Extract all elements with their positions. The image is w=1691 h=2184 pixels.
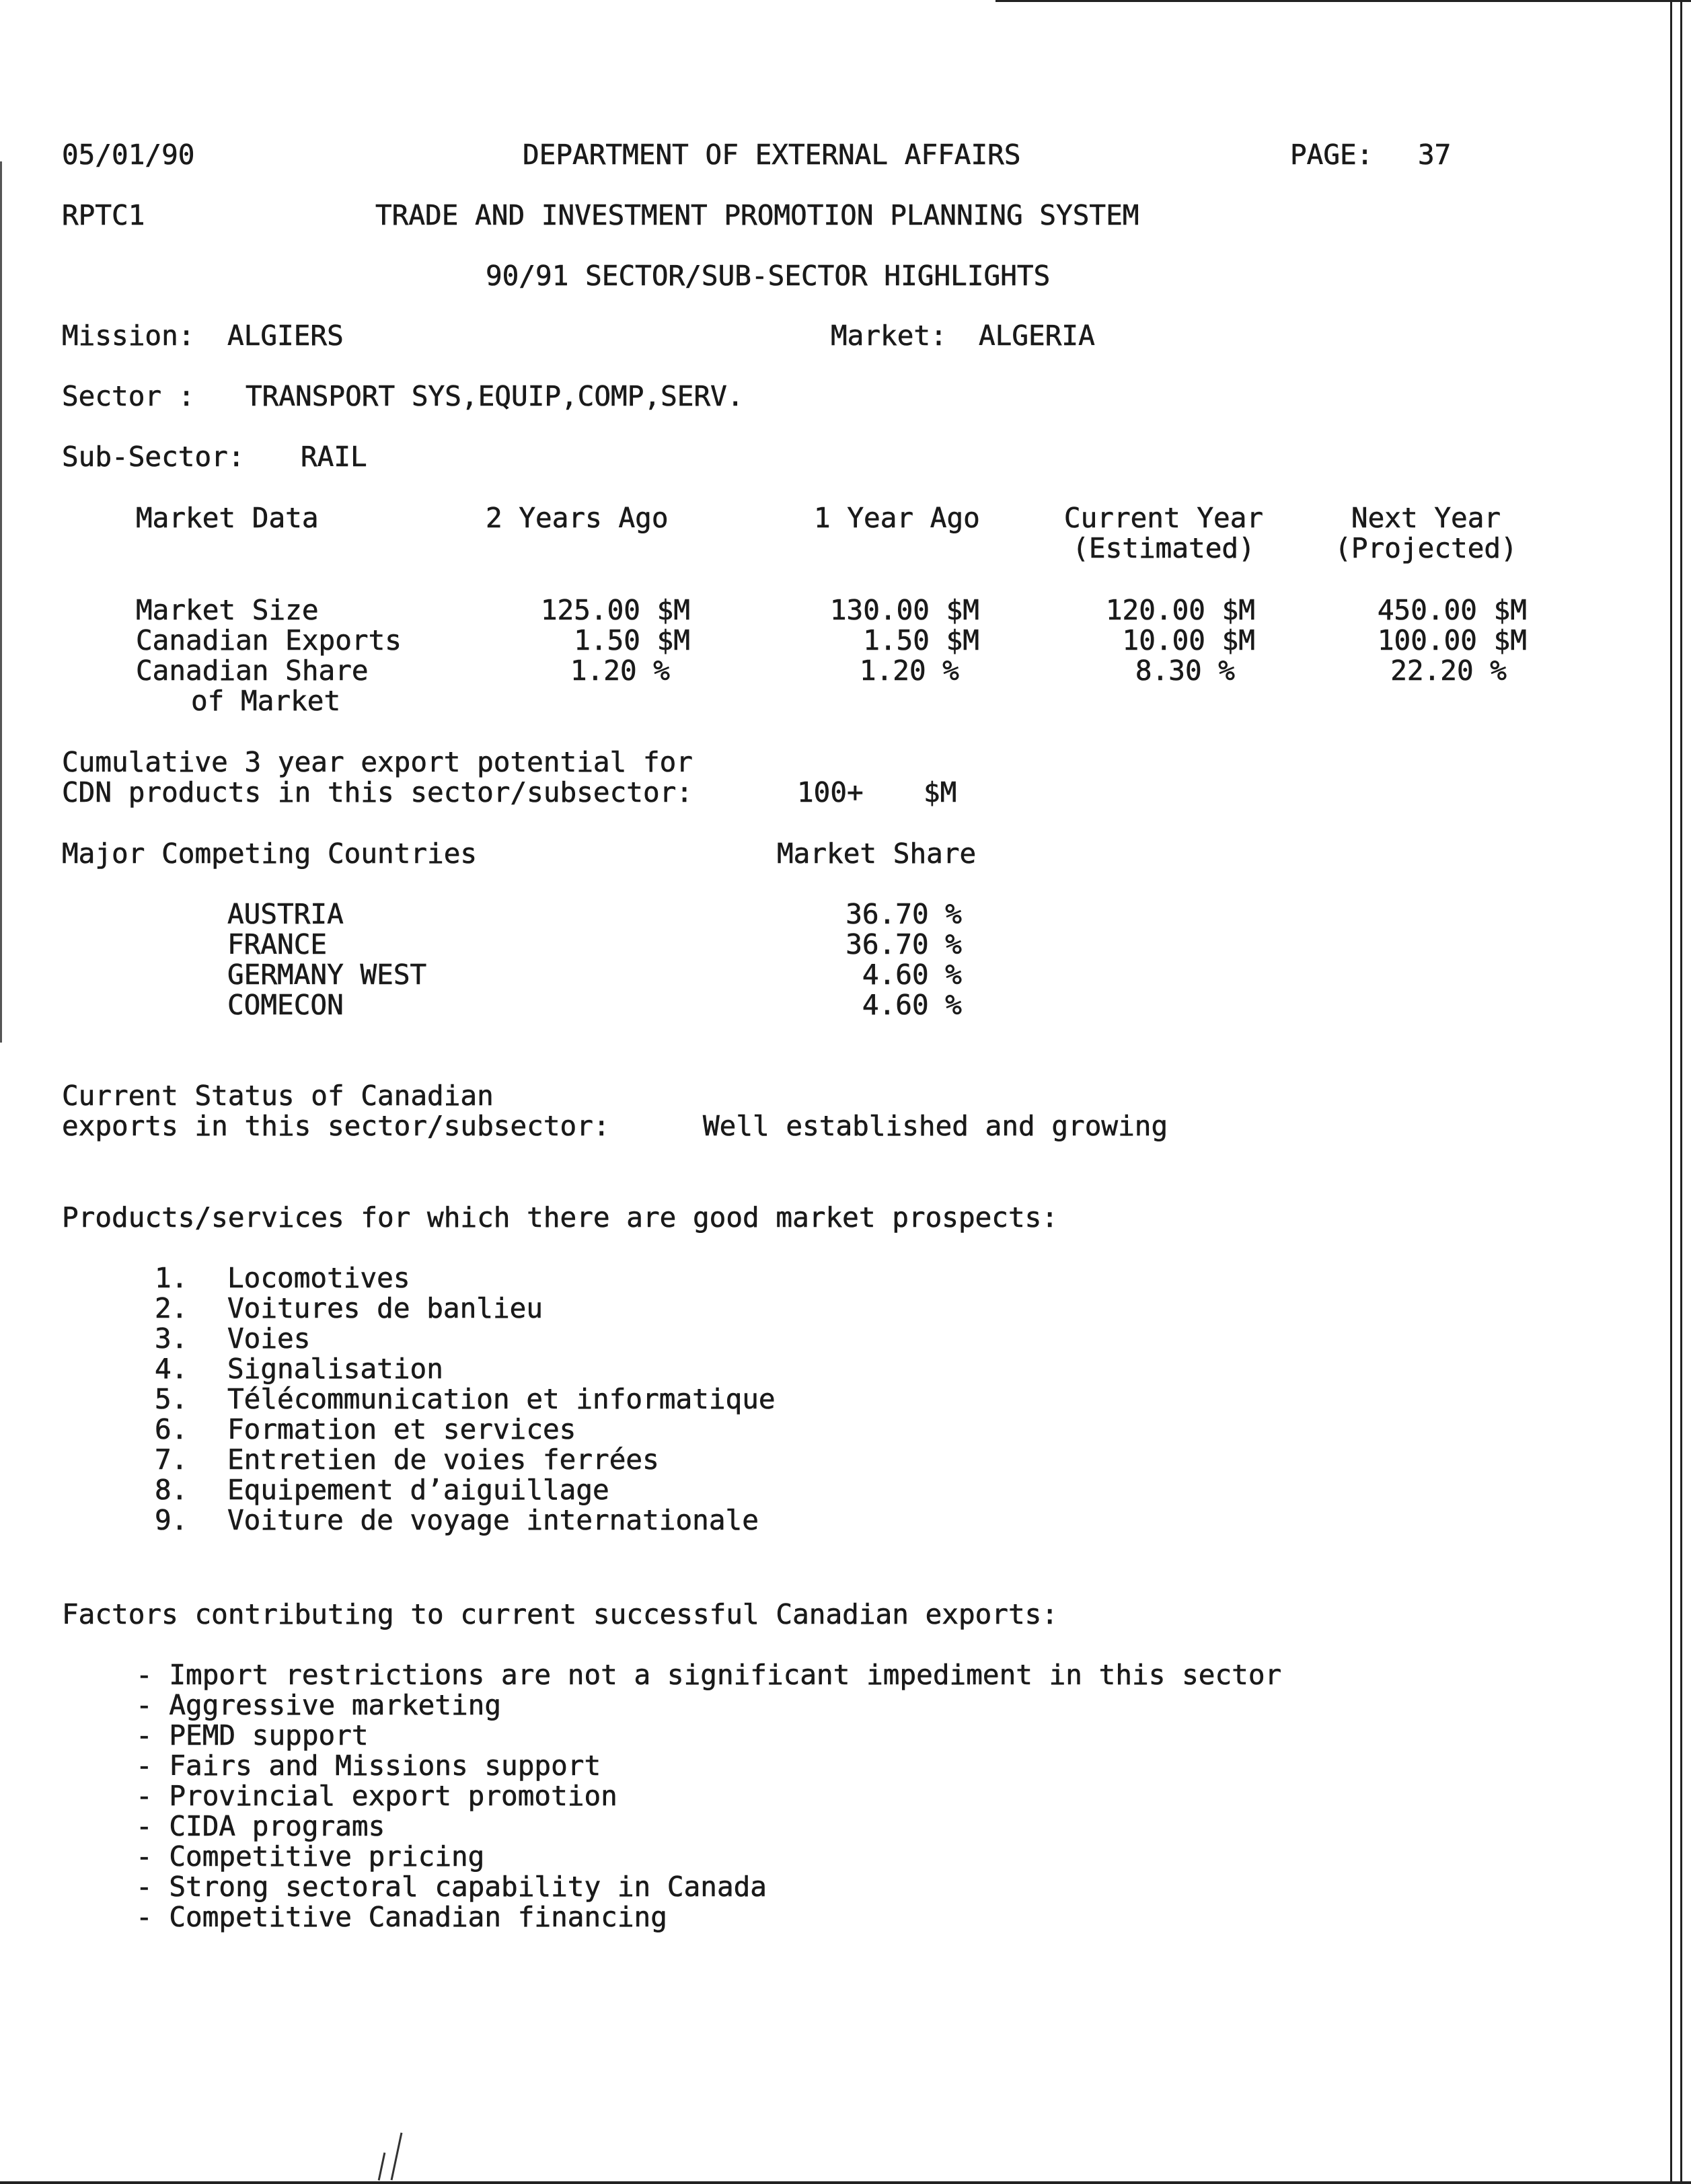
list-item-number: 1. xyxy=(155,1262,188,1294)
list-item-number: 9. xyxy=(155,1504,188,1536)
list-item-number: 6. xyxy=(155,1413,188,1445)
list-item: - Competitive Canadian financing xyxy=(136,1901,667,1933)
list-item: - Fairs and Missions support xyxy=(136,1749,601,1782)
system-title: TRADE AND INVESTMENT PROMOTION PLANNING SYSTEM xyxy=(375,199,1139,231)
list-item-number: 7. xyxy=(155,1443,188,1476)
subsector-value: RAIL xyxy=(301,441,367,473)
factors-heading: Factors contributing to current successful Canadian exports: xyxy=(62,1598,1059,1630)
list-item: Locomotives xyxy=(227,1262,410,1294)
list-item: Signalisation xyxy=(227,1353,443,1385)
table-cell: 22.20 % xyxy=(1390,654,1507,687)
column-header-market-data: Market Data xyxy=(136,502,319,534)
column-header-estimated: (Estimated) xyxy=(1072,532,1255,564)
market-label: Market: xyxy=(831,319,947,352)
table-cell: 130.00 $M xyxy=(829,594,979,626)
scan-edge-bottom xyxy=(0,2181,1691,2184)
mission-label: Mission: xyxy=(62,319,195,352)
row-label-market-size: Market Size xyxy=(136,594,319,626)
page-label: PAGE: xyxy=(1290,139,1374,171)
table-cell: 450.00 $M xyxy=(1377,594,1527,626)
scan-mark xyxy=(391,2132,403,2180)
list-item-number: 8. xyxy=(155,1474,188,1506)
list-item: - CIDA programs xyxy=(136,1810,385,1842)
potential-value: 100+ xyxy=(797,776,864,808)
column-header-2-years-ago: 2 Years Ago xyxy=(486,502,669,534)
table-cell: 8.30 % xyxy=(1135,654,1235,687)
department-title: DEPARTMENT OF EXTERNAL AFFAIRS xyxy=(523,139,1021,171)
column-header-1-year-ago: 1 Year Ago xyxy=(814,502,980,534)
report-title: 90/91 SECTOR/SUB-SECTOR HIGHLIGHTS xyxy=(486,260,1051,292)
competitor-country: GERMANY WEST xyxy=(227,958,427,991)
list-item-number: 5. xyxy=(155,1383,188,1415)
table-cell: 120.00 $M xyxy=(1105,594,1255,626)
competitor-share: 4.60 % xyxy=(862,958,962,991)
subsector-label: Sub-Sector: xyxy=(62,441,245,473)
row-label-canadian-share: Canadian Share xyxy=(136,654,369,687)
mission-value: ALGIERS xyxy=(227,319,344,352)
competitor-country: COMECON xyxy=(227,989,344,1021)
competitor-share: 36.70 % xyxy=(846,898,962,930)
table-cell: 1.20 % xyxy=(570,654,670,687)
sector-value: TRANSPORT SYS,EQUIP,COMP,SERV. xyxy=(246,380,744,412)
market-share-header: Market Share xyxy=(777,837,977,870)
list-item: Télécommunication et informatique xyxy=(227,1383,776,1415)
list-item: - Import restrictions are not a significant impediment in this sector xyxy=(136,1659,1282,1691)
list-item: Formation et services xyxy=(227,1413,576,1445)
potential-line-1: Cumulative 3 year export potential for xyxy=(62,746,693,778)
products-heading: Products/services for which there are good market prospects: xyxy=(62,1201,1059,1234)
status-line-2: exports in this sector/subsector: xyxy=(62,1110,610,1142)
list-item: Voiture de voyage internationale xyxy=(227,1504,759,1536)
table-cell: 1.50 $M xyxy=(863,624,979,656)
row-label-of-market: of Market xyxy=(191,685,341,717)
list-item: - Provincial export promotion xyxy=(136,1780,617,1812)
list-item: Entretien de voies ferrées xyxy=(227,1443,659,1476)
column-header-next-year: Next Year xyxy=(1351,502,1501,534)
sector-label: Sector : xyxy=(62,380,195,412)
scan-mark xyxy=(378,2152,386,2181)
list-item: - Aggressive marketing xyxy=(136,1689,502,1721)
market-value: ALGERIA xyxy=(979,319,1095,352)
report-code: RPTC1 xyxy=(62,199,145,231)
list-item: Voitures de banlieu xyxy=(227,1292,543,1324)
competitor-share: 36.70 % xyxy=(846,928,962,961)
list-item: Equipement d’aiguillage xyxy=(227,1474,609,1506)
list-item-number: 3. xyxy=(155,1322,188,1355)
competitor-share: 4.60 % xyxy=(862,989,962,1021)
page-number: 37 xyxy=(1418,139,1452,171)
status-value: Well established and growing xyxy=(703,1110,1168,1142)
competitor-country: FRANCE xyxy=(227,928,328,961)
list-item: - Strong sectoral capability in Canada xyxy=(136,1871,767,1903)
report-date: 05/01/90 xyxy=(62,139,195,171)
competitors-header: Major Competing Countries xyxy=(62,837,478,870)
row-label-canadian-exports: Canadian Exports xyxy=(136,624,402,656)
potential-unit: $M xyxy=(924,776,957,808)
table-cell: 1.50 $M xyxy=(574,624,690,656)
list-item-number: 4. xyxy=(155,1353,188,1385)
list-item: - PEMD support xyxy=(136,1719,369,1752)
status-line-1: Current Status of Canadian xyxy=(62,1080,494,1112)
column-header-current-year: Current Year xyxy=(1063,502,1264,534)
table-cell: 125.00 $M xyxy=(540,594,690,626)
list-item: - Competitive pricing xyxy=(136,1840,485,1873)
list-item: Voies xyxy=(227,1322,311,1355)
competitor-country: AUSTRIA xyxy=(227,898,344,930)
list-item-number: 2. xyxy=(155,1292,188,1324)
table-cell: 1.20 % xyxy=(859,654,959,687)
table-cell: 10.00 $M xyxy=(1122,624,1255,656)
scan-edge-top xyxy=(995,0,1691,2)
scan-edge-right xyxy=(1670,0,1691,2184)
potential-line-2: CDN products in this sector/subsector: xyxy=(62,776,693,808)
scan-edge-left xyxy=(0,161,2,1043)
column-header-projected: (Projected) xyxy=(1335,532,1517,564)
table-cell: 100.00 $M xyxy=(1377,624,1527,656)
